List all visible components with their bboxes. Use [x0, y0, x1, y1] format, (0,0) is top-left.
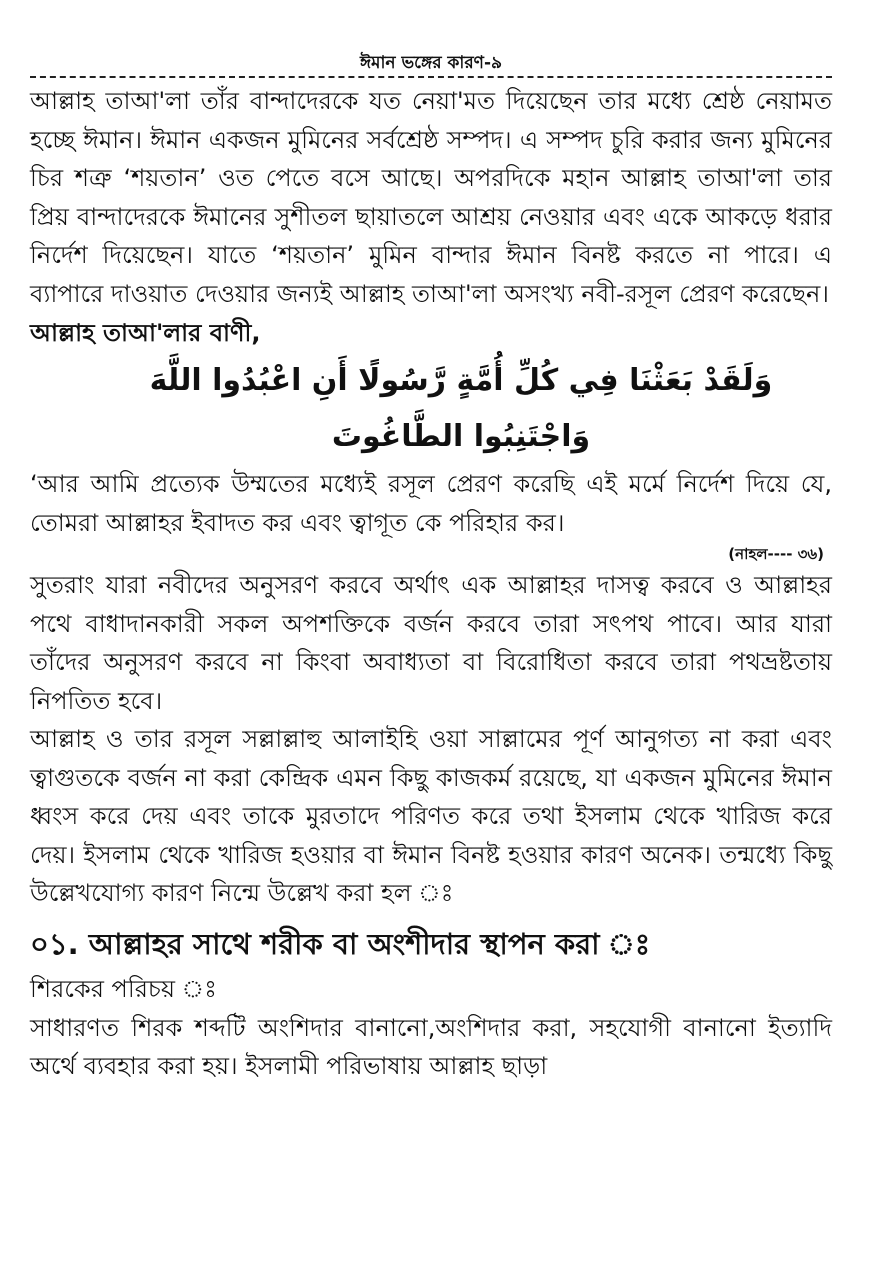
- arabic-verse: وَلَقَدْ بَعَثْنَا فِي كُلِّ أُمَّةٍ رَّسُولًا أَنِ اعْبُدُوا اللَّهَ وَاجْتَنِبُوا الطَّاغُوتَ: [149, 363, 773, 454]
- sub-heading: শিরকের পরিচয় ঃ: [30, 974, 217, 1003]
- quote-label: আল্লাহ তাআ'লার বাণী,: [30, 319, 261, 347]
- verse-reference: (নাহল---- ৩৬): [728, 545, 824, 563]
- paragraph-2: সুতরাং যারা নবীদের অনুসরণ করবে অর্থাৎ এক আল্লাহর দাসত্ব করবে ও আল্লাহর পথে বাধাদানকারী সকল অপশক্তিকে বর্জন করবে তারা সৎপথ পাবে। আর যারা তাঁদের অনুসরণ করবে না কিংবা অবাধ্যতা বা বিরোধিতা করবে তারা পথভ্রষ্টতায় নিপতিত হবে।: [30, 571, 832, 715]
- intro-paragraph: আল্লাহ তাআ'লা তাঁর বান্দাদেরকে যত নেয়া'মত দিয়েছেন তার মধ্যে শ্রেষ্ঠ নেয়ামত হচ্ছে ঈমান। ঈমান একজন মুমিনের সর্বশ্রেষ্ঠ সম্পদ। এ সম্পদ চুরি করার জন্য মুমিনের চির শত্রু ‘শয়তান’ ওত পেতে বসে আছে। অপরদিকে মহান আল্লাহ তাআ'লা তার প্রিয় বান্দাদেরকে ঈমানের সুশীতল ছায়াতলে আশ্রয় নেওয়ার এবং একে আকড়ে ধরার নির্দেশ দিয়েছেন। যাতে ‘শয়তান’ মুমিন বান্দার ঈমান বিনষ্ট করতে না পারে। এ ব্যাপারে দাওয়াত দেওয়ার জন্যই আল্লাহ তাআ'লা অসংখ্য নবী-রসূল প্রেরণ করেছেন।: [30, 87, 832, 308]
- running-title: ঈমান ভঙ্গের কারণ-৯: [359, 53, 503, 73]
- header-divider: [30, 76, 832, 78]
- paragraph-4: সাধারণত শিরক শব্দটি অংশিদার বানানো,অংশিদার করা, সহযোগী বানানো ইত্যাদি অর্থে ব্যবহার করা হয়। ইসলামী পরিভাষায় আল্লাহ ছাড়া: [30, 1013, 832, 1080]
- paragraph-3: আল্লাহ ও তার রসূল সল্লাল্লাহু আলাইহি ওয়া সাল্লামের পূর্ণ আনুগত্য না করা এবং ত্বাগুতকে বর্জন না করা কেন্দ্রিক এমন কিছু কাজকর্ম রয়েছে, যা একজন মুমিনের ঈমান ধ্বংস করে দেয় এবং তাকে মুরতাদে পরিণত করে তথা ইসলাম থেকে খারিজ করে দেয়। ইসলাম থেকে খারিজ হওয়ার বা ঈমান বিনষ্ট হওয়ার কারণ অনেক। তন্মধ্যে কিছু উল্লেখযোগ্য কারণ নিন্মে উল্লেখ করা হল ঃ: [30, 725, 832, 907]
- verse-translation: ‘আর আমি প্রত্যেক উম্মতের মধ্যেই রসূল প্রেরণ করেছি এই মর্মে নির্দেশ দিয়ে যে, তোমরা আল্লাহর ইবাদত কর এবং ত্বাগূত কে পরিহার কর।: [30, 470, 832, 537]
- section-heading: ০১. আল্লাহর সাথে শরীক বা অংশীদার স্থাপন করা ঃ: [30, 926, 651, 961]
